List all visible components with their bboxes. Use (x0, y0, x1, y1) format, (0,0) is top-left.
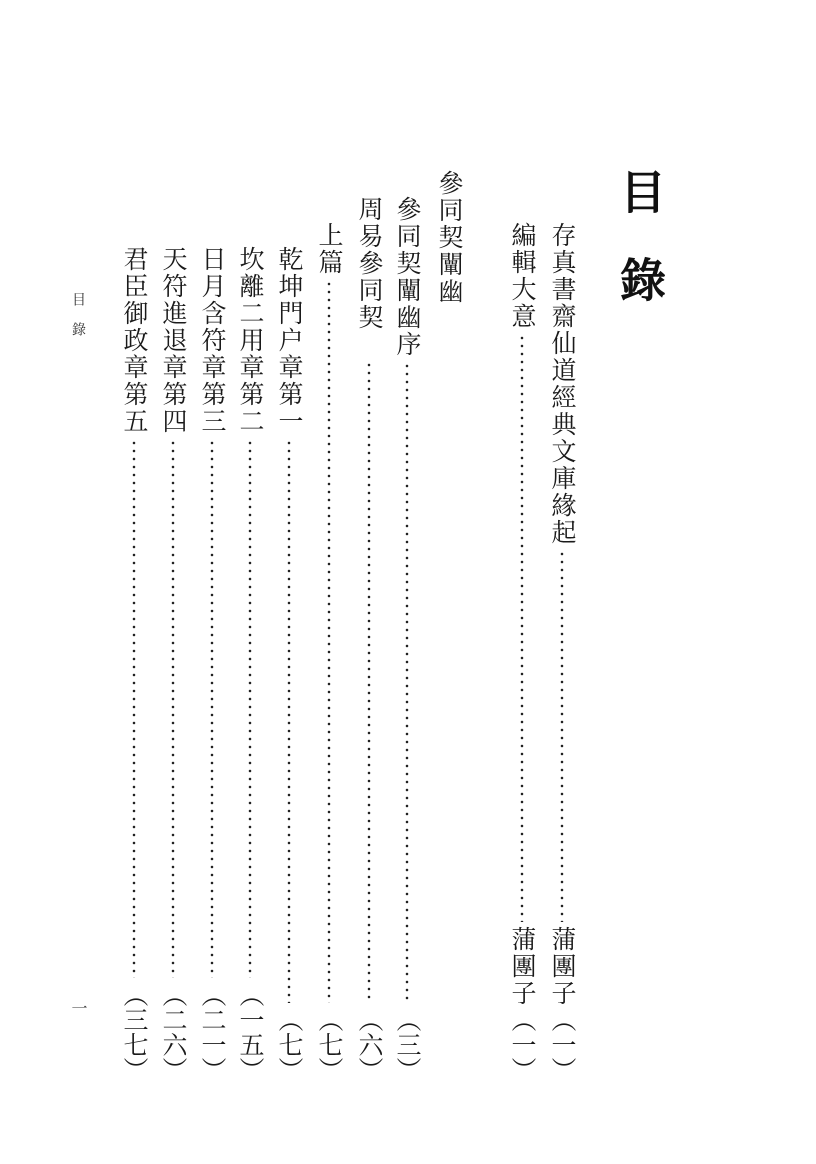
toc-entry-page: （一） (508, 1007, 537, 1082)
dot-leader (132, 439, 136, 978)
dot-leader (520, 334, 524, 922)
toc-entry-page: （三） (393, 1007, 422, 1082)
toc-entry-label: 周易參同契 (355, 196, 384, 331)
toc-entry-page: （一五） (236, 982, 265, 1082)
toc-entry-author: 蒲團子 (508, 926, 537, 1007)
toc-entry-label: 上篇 (315, 222, 344, 276)
toc-entry (272, 246, 306, 1082)
toc-entry-page: （二六） (159, 982, 188, 1082)
toc-entry (195, 246, 229, 1082)
toc-entry-page: （三七） (120, 982, 149, 1082)
toc-entry-page: （二一） (198, 982, 227, 1082)
toc-entry-label: 乾坤門户章第一 (275, 246, 304, 435)
toc-entry (117, 246, 151, 1082)
toc-entry-page: （一） (548, 1007, 577, 1082)
dot-leader (210, 439, 214, 978)
toc-entry-author: 蒲團子 (548, 926, 577, 1007)
toc-entry (390, 196, 424, 1082)
page-number: 一 (69, 1000, 88, 1016)
running-head: 目錄 (70, 292, 86, 352)
toc-entry-label: 日月含符章第三 (198, 246, 227, 435)
page-title: 目錄 (613, 168, 667, 344)
toc-entry-page: （七） (315, 1007, 344, 1082)
toc-entry (233, 246, 267, 1082)
toc-entry-label: 君臣御政章第五 (120, 246, 149, 435)
dot-leader (248, 439, 252, 978)
toc-entry (352, 196, 386, 1082)
toc-entry-label: 天符進退章第四 (159, 246, 188, 435)
toc-entry-label: 編輯大意 (508, 222, 537, 330)
toc-entry (545, 222, 579, 1082)
section-heading: 參同契闡幽 (435, 170, 464, 305)
dot-leader (327, 280, 331, 1003)
toc-entry (312, 222, 346, 1082)
dot-leader (560, 550, 564, 922)
toc-entry-label: 存真書齋仙道經典文庫緣起 (548, 222, 577, 546)
toc-entry-page: （七） (275, 1007, 304, 1082)
toc-entry-page: （六） (355, 1007, 384, 1082)
toc-entry (156, 246, 190, 1082)
toc-entry-label: 參同契闡幽序 (393, 196, 422, 358)
dot-leader (287, 439, 291, 1003)
dot-leader (405, 362, 409, 1003)
toc-entry (505, 222, 539, 1082)
toc-entry-label: 坎離二用章第二 (236, 246, 265, 435)
dot-leader (171, 439, 175, 978)
dot-leader (367, 361, 371, 1003)
